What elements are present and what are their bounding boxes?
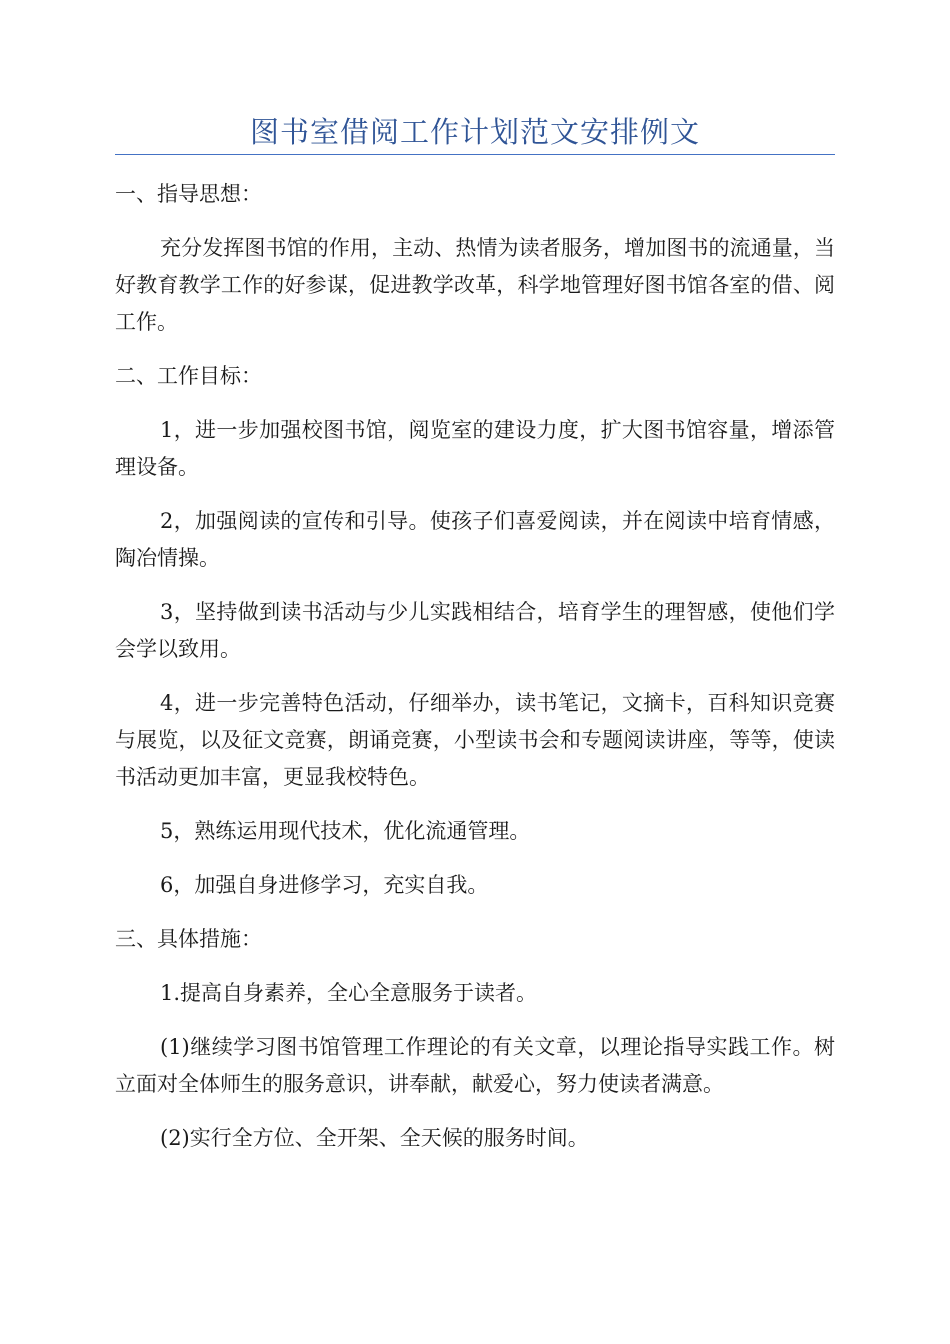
document-body bbox=[115, 176, 835, 1174]
goal-item-4: 4，进一步完善特色活动，仔细举办，读书笔记，文摘卡，百科知识竞赛与展览，以及征文竞赛，朗诵竞赛，小型读书会和专题阅读讲座，等等，使读书活动更加丰富，更显我校特色。 bbox=[115, 691, 835, 789]
paragraph-guiding-thought: 充分发挥图书馆的作用，主动、热情为读者服务，增加图书的流通量，当好教育教学工作的好参谋，促进教学改革，科学地管理好图书馆各室的借、阅工作。 bbox=[115, 236, 835, 334]
goal-item-1: 1，进一步加强校图书馆，阅览室的建设力度，扩大图书馆容量，增添管理设备。 bbox=[115, 418, 835, 479]
goal-item-2: 2，加强阅读的宣传和引导。使孩子们喜爱阅读，并在阅读中培育情感，陶冶情操。 bbox=[115, 509, 835, 570]
section-heading-measures: 三、具体措施： bbox=[115, 927, 262, 951]
section-heading-work-goals: 二、工作目标： bbox=[115, 364, 262, 388]
measure-subitem-2: (2)实行全方位、全开架、全天候的服务时间。 bbox=[160, 1126, 589, 1150]
title-underline bbox=[115, 154, 835, 155]
measure-item-1: 1.提高自身素养，全心全意服务于读者。 bbox=[160, 981, 538, 1005]
measure-subitem-1: (1)继续学习图书馆管理工作理论的有关文章，以理论指导实践工作。树立面对全体师生的服务意识，讲奉献，献爱心，努力使读者满意。 bbox=[115, 1035, 835, 1096]
document-title: 图书室借阅工作计划范文安排例文 bbox=[249, 115, 700, 149]
section-heading-guiding-thought: 一、指导思想： bbox=[115, 182, 262, 206]
goal-item-5: 5，熟练运用现代技术，优化流通管理。 bbox=[160, 819, 531, 843]
goal-item-3: 3，坚持做到读书活动与少儿实践相结合，培育学生的理智感，使他们学会学以致用。 bbox=[115, 600, 835, 661]
goal-item-6: 6，加强自身进修学习，充实自我。 bbox=[160, 873, 489, 897]
